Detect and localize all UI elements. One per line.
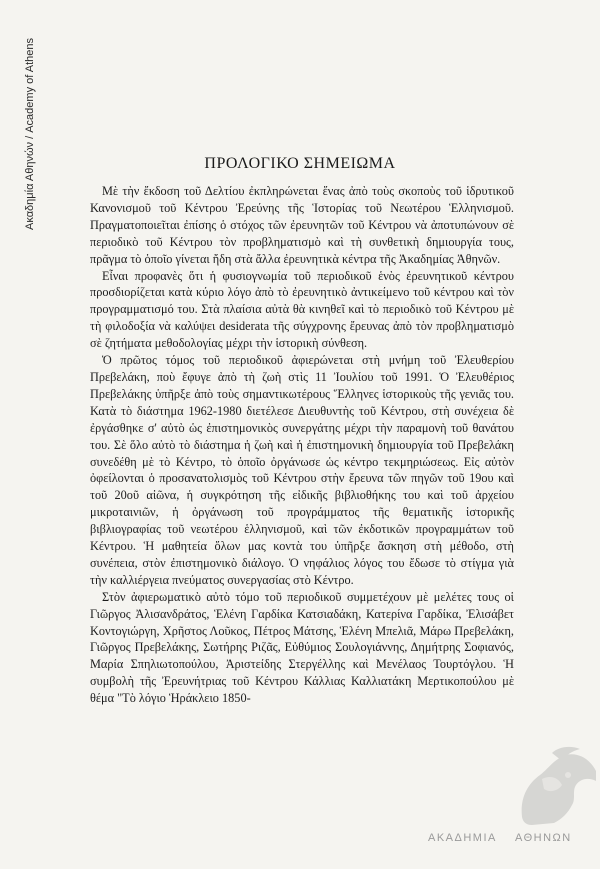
athena-head-emblem-icon <box>492 745 600 825</box>
side-credit: Ακαδημία Αθηνών / Academy of Athens <box>24 38 36 231</box>
paragraph: Ὁ πρῶτος τόμος τοῦ περιοδικοῦ ἀφιερώνεται στὴ μνήμη τοῦ Ἐλευθερίου Πρεβελάκη, ποὺ ἔφυγε ἀπὸ τὴ ζωὴ στὶς 11 Ἰουλίου τοῦ 1991. Ὁ Ἐλευθέριος Πρεβελάκης ὑπῆρξε ἀπὸ τοὺς σημαντικωτέρους Ἕλληνες ἱστορικοὺς τῆς γενιᾶς του. Κατὰ τὸ διάστημα 1962-1980 διετέλεσε Διευθυντὴς τοῦ Κέντρου, στὴ συνέχεια δὲ ἐργάσθηκε σ' αὐτὸ ὡς ἐπιστημονικὸς συνεργάτης μέχρι τὴν παραμονὴ τοῦ θανάτου του. Σὲ ὅλο αὐτὸ τὸ διάστημα ἡ ζωὴ καὶ ἡ ἐπιστημονικὴ δημιουργία τοῦ Πρεβελάκη συνεδέθη μὲ τὸ Κέντρο, τὸ ὁποῖο ὀργάνωσε ὡς κέντρο τεκμηριώσεως. Εἰς αὐτὸν ὀφείλονται ὁ προσανατολισμὸς τοῦ Κέντρου στὴν ἔρευνα τῶν πηγῶν τοῦ 19ου καὶ τοῦ 20οῦ αἰῶνα, ἡ συγκρότηση τῆς εἰδικῆς βιβλιοθήκης του καὶ τοῦ ἀρχείου μικροταινιῶν, ἡ ὀργάνωση τοῦ προγράμματος τῆς θεματικῆς ἱστορικῆς βιβλιογραφίας τοῦ νεωτέρου ἑλληνισμοῦ, καὶ τῶν ἐκδοτικῶν προγραμμάτων τοῦ Κέντρου. Ἡ μαθητεία ὅλων μας κοντὰ του ὑπῆρξε ἄσκηση στὴ μέθοδο, στὴ συνέπεια, στὸν ἐπιστημονικὸ διάλογο. Ὁ νηφάλιος λόγος του ἔδωσε τὸ στίγμα γιὰ τὴν καλλιέργεια πνεύματος συνεργασίας στὸ Κέντρο. <box>90 353 514 587</box>
paragraph: Στὸν ἀφιερωματικὸ αὐτὸ τόμο τοῦ περιοδικοῦ συμμετέχουν μὲ μελέτες τους οἱ Γιῶργος Ἀλισανδράτος, Ἑλένη Γαρδίκα Κατσιαδάκη, Κατερίνα Γαρδίκα, Ἐλισάβετ Κοντογιώργη, Χρῆστος Λοῦκος, Πέτρος Μάτσης, Ἑλένη Μπελιᾶ, Μάρω Πρεβελάκη, Γιῶργος Πρεβελάκης, Σωτήρης Ριζᾶς, Εὐθύμιος Σουλογιάννης, Δημήτρης Σοφιανός, Μαρία Σπηλιωτοπούλου, Ἀριστείδης Στεργέλλης καὶ Μενέλαος Τουρτόγλου. Ἡ συμβολὴ τῆς Ἐρευνήτριας τοῦ Κέντρου Κάλλιας Καλλιατάκη Μερτικοπούλου μὲ θέμα "Τὸ λόγιο Ἡράκλειο 1850- <box>90 589 514 706</box>
paragraph: Εἶναι προφανὲς ὅτι ἡ φυσιογνωμία τοῦ περιοδικοῦ ἑνὸς ἐρευνητικοῦ κέντρου προσδιορίζεται κατὰ κύριο λόγο ἀπὸ τὸ ἐρευνητικὸ ἀντικείμενο τοῦ κέντρου καὶ τὸν προγραμματισμό του. Στὰ πλαίσια αὐτὰ θὰ κινηθεῖ καὶ τὸ περιοδικὸ τοῦ Κέντρου μὲ τὴ φιλοδοξία νὰ καλύψει desiderata τῆς σύγχρονης ἔρευνας ἀπὸ τὸν προβληματισμὸ σὲ ζητήματα μεθοδολογίας μέχρι τὴν ἱστορικὴ σύνθεση. <box>90 268 514 351</box>
page-title: ΠΡΟΛΟΓΙΚΟ ΣΗΜΕΙΩΜΑ <box>204 155 396 172</box>
body-text <box>90 183 514 707</box>
paragraph: Μὲ τὴν ἔκδοση τοῦ Δελτίου ἐκπληρώνεται ἕνας ἀπὸ τοὺς σκοποὺς τοῦ ἱδρυτικοῦ Κανονισμοῦ τοῦ Κέντρου Ἐρεύνης τῆς Ἱστορίας τοῦ Νεωτέρου Ἑλληνισμοῦ. Πραγματοποιεῖται ἐπίσης ὁ στόχος τῶν ἐρευνητῶν τοῦ Κέντρου νὰ ἀποτυπώνουν σὲ περιοδικὸ τοῦ Κέντρου τὸν προβληματισμὸ καὶ τὴ συνθετικὴ δημιουργία τους, πρᾶγμα τὸ ὁποῖο γίνεται ἤδη στὰ ἄλλα ἐρευνητικὰ κέντρα τῆς Ἀκαδημίας Ἀθηνῶν. <box>90 184 514 266</box>
watermark-text-right: ΑΘΗΝΩΝ <box>515 832 572 844</box>
watermark-text-left: ΑΚΑΔΗΜΙΑ <box>428 832 497 844</box>
